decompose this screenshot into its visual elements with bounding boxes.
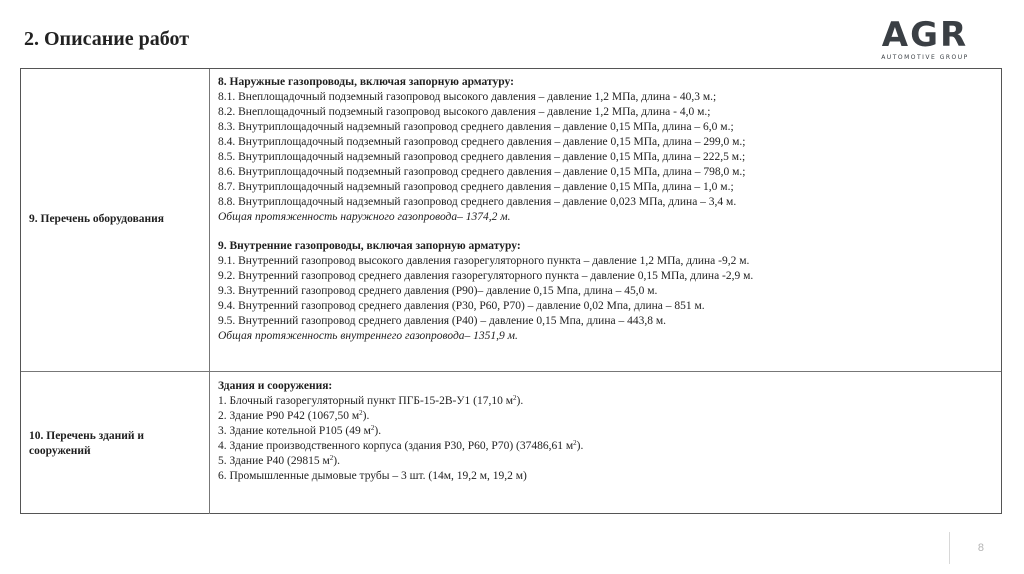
indoor-total: Общая протяженность внутреннего газопровода– 1351,9 м.	[218, 330, 518, 342]
list-item: 8.6. Внутриплощадочный подземный газопровод среднего давления – давление 0,15 МПа, длина – 798,0 м.;	[218, 166, 746, 178]
row-label: 9. Перечень оборудования	[29, 213, 165, 225]
outdoor-heading: 8. Наружные газопроводы, включая запорную арматуру:	[218, 76, 514, 88]
works-table	[20, 68, 1002, 514]
row-label: 10. Перечень зданий и сооружений	[29, 430, 145, 457]
list-item: 9.4. Внутренний газопровод среднего давления (Р30, Р60, Р70) – давление 0,02 Мпа, длина – 851 м.	[218, 300, 705, 312]
list-item: 8.4. Внутриплощадочный подземный газопровод среднего давления – давление 0,15 МПа, длина – 299,0 м.;	[218, 136, 746, 148]
logo-tagline: AUTOMOTIVE GROUP	[881, 54, 969, 61]
list-item: 1. Блочный газорегуляторный пункт ПГБ-15-2В-У1 (17,10 $м^2$).	[218, 394, 524, 407]
list-item: 2. Здание Р90 Р42 (1067,50 $м^2$).	[218, 409, 370, 422]
list-item: 4. Здание производственного корпуса (здания Р30, Р60, Р70) (37486,61 $м^2$).	[218, 439, 584, 452]
row-content-cell	[218, 379, 995, 484]
list-item: 5. Здание Р40 (29815 $м^2$).	[218, 454, 340, 467]
table-row-buildings	[21, 371, 1001, 514]
row-label-cell	[21, 371, 210, 514]
list-item: 8.3. Внутриплощадочный надземный газопровод среднего давления – давление 0,15 МПа, длина – 6,0 м.;	[218, 121, 734, 133]
list-item: 8.5. Внутриплощадочный надземный газопровод среднего давления – давление 0,15 МПа, длина – 222,5 м.;	[218, 151, 746, 163]
list-item: 8.8. Внутриплощадочный надземный газопровод среднего давления – давление 0,023 МПа, длина – 3,4 м.	[218, 196, 737, 208]
list-item: 9.3. Внутренний газопровод среднего давления (Р90)– давление 0,15 Мпа, длина – 45,0 м.	[218, 285, 658, 297]
list-item: 8.7. Внутриплощадочный надземный газопровод среднего давления – давление 0,15 МПа, длина – 1,0 м.;	[218, 181, 734, 193]
list-item: 8.2. Внеплощадочный подземный газопровод высокого давления – давление 1,2 МПа, длина - 4,0 м.;	[218, 106, 711, 118]
outdoor-total: Общая протяженность наружного газопровода– 1374,2 м.	[218, 211, 511, 223]
row-content-cell	[218, 75, 995, 344]
list-item: 9.5. Внутренний газопровод среднего давления (Р40) – давление 0,15 Мпа, длина – 443,8 м.	[218, 315, 666, 327]
buildings-heading: Здания и сооружения:	[218, 380, 333, 392]
page-title: 2. Описание работ	[24, 28, 190, 50]
logo-wordmark: AGR	[881, 15, 969, 55]
list-item: 9.1. Внутренний газопровод высокого давления газорегуляторного пункта – давление 1,2 МПа, длина -9,2 м.	[218, 255, 750, 267]
agr-logo	[872, 15, 978, 68]
page-number: 8	[977, 542, 984, 554]
table-row-equipment	[21, 69, 1001, 372]
row-label-cell	[21, 69, 210, 371]
list-item: 6. Промышленные дымовые трубы – 3 шт. (14м, 19,2 м, 19,2 м)	[218, 470, 527, 482]
list-item: 9.2. Внутренний газопровод среднего давления газорегуляторного пункта – давление 0,15 МПа, длина -2,9 м.	[218, 270, 754, 282]
list-item: 8.1. Внеплощадочный подземный газопровод высокого давления – давление 1,2 МПа, длина - 40,3 м.;	[218, 91, 717, 103]
list-item: 3. Здание котельной Р105 (49 $м^2$).	[218, 424, 382, 437]
indoor-heading: 9. Внутренние газопроводы, включая запорную арматуру:	[218, 240, 521, 252]
page-number-divider	[949, 532, 950, 564]
